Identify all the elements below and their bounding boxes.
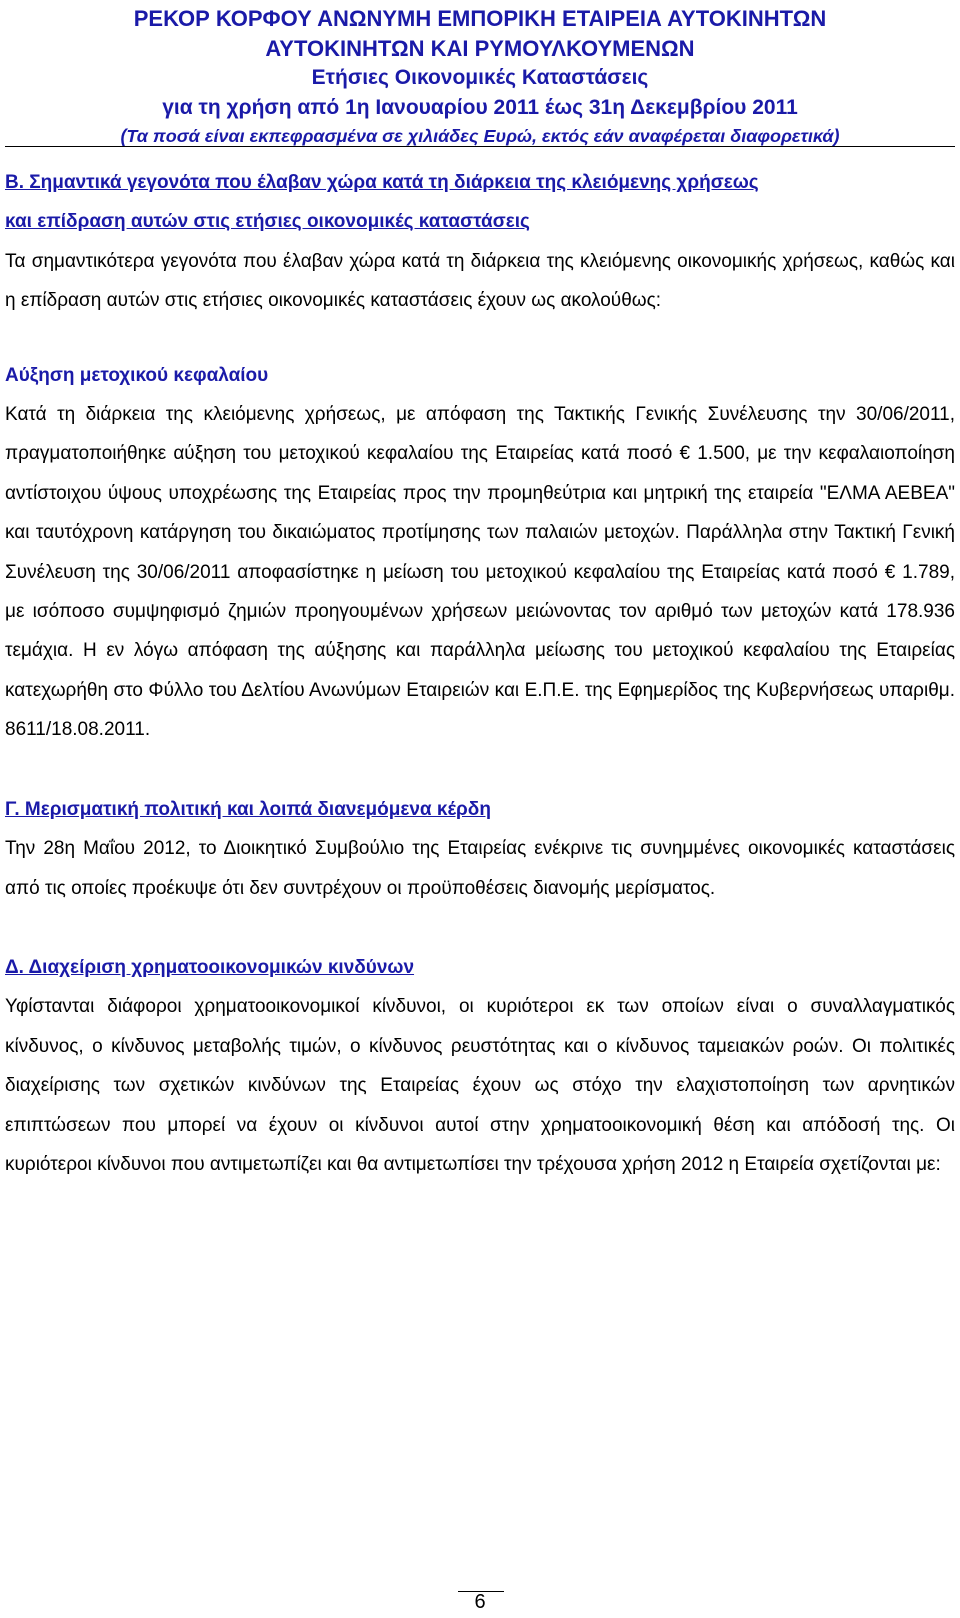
- company-name-line2: ΑΥΤΟΚΙΝΗΤΩΝ ΚΑΙ ΡΥΜΟΥΛΚΟΥΜΕΝΩΝ: [265, 35, 695, 61]
- section-c-body: Την 28η Μαΐου 2012, το Διοικητικό Συμβούλιο της Εταιρείας ενέκρινε τις συνημμένες οικονομικές καταστάσεις από τις οποίες προέκυψε ότι δεν συντρέχουν οι προϋποθέσεις διανομής μερίσματος.: [5, 838, 955, 899]
- currency-note: (Τα ποσά είναι εκπεφρασμένα σε χιλιάδες Ευρώ, εκτός εάν αναφέρεται διαφορετικά): [120, 126, 840, 146]
- page-body: [5, 163, 955, 1184]
- section-b-body: Κατά τη διάρκεια της κλειόμενης χρήσεως, με απόφαση της Τακτικής Γενικής Συνέλευσης την 30/06/2011, πραγματοποιήθηκε αύξηση του μετοχικού κεφαλαίου της Εταιρείας κατά ποσό € 1.500, με την κεφαλαιοποίηση αντίστοιχου ύψους υποχρέωσης της Εταιρείας προς την προμηθεύτρια και μητρική της εταιρεία "ΕΛΜΑ ΑΕΒΕΑ" και ταυτόχρονη κατάργηση του δικαιώματος προτίμησης των παλαιών μετοχών. Παράλληλα στην Τακτική Γενική Συνέλευση της 30/06/2011 αποφασίστηκε η μείωση του μετοχικού κεφαλαίου της Εταιρείας κατά ποσό € 1.789, με ισόποσο συμψηφισμό ζημιών προηγουμένων χρήσεων μειώνοντας τον αριθμό των μετοχών κατά 178.936 τεμάχια. Η εν λόγω απόφαση της αύξησης και παράλληλα μείωσης του μετοχικού κεφαλαίου της Εταιρείας κατεχωρήθη στο Φύλλο του Δελτίου Ανωνύμων Εταιρειών και Ε.Π.Ε. της Εφημερίδος της Κυβερνήσεως υπαριθμ. 8611/18.08.2011.: [5, 404, 955, 741]
- section-d-body: Υφίστανται διάφοροι χρηματοοικονομικοί κίνδυνοι, οι κυριότεροι εκ των οποίων είναι ο συναλλαγματικός κίνδυνος, ο κίνδυνος μεταβολής τιμών, ο κίνδυνος ρευστότητας και ο κίνδυνος ταμειακών ροών. Οι πολιτικές διαχείρισης των σχετικών κινδύνων της Εταιρείας έχουν ως στόχο την ελαχιστοποίηση των αρνητικών επιπτώσεων που μπορεί να έχουν οι κίνδυνοι αυτοί στην χρηματοοικονομική θέση και απόδοσή της. Οι κυριότεροι κίνδυνοι που αντιμετωπίζει και θα αντιμετωπίσει την τρέχουσα χρήση 2012 η Εταιρεία σχετίζονται με:: [5, 996, 955, 1175]
- report-period: για τη χρήση από 1η Ιανουαρίου 2011 έως 31η Δεκεμβρίου 2011: [162, 95, 798, 119]
- page-number: 6: [474, 1591, 486, 1613]
- section-b-title-line1: Β. Σημαντικά γεγονότα που έλαβαν χώρα κατά τη διάρκεια της κλειόμενης χρήσεως: [5, 172, 759, 193]
- company-name-line1: ΡΕΚΟΡ ΚΟΡΦΟΥ ΑΝΩΝΥΜΗ ΕΜΠΟΡΙΚΗ ΕΤΑΙΡΕΙΑ ΑΥΤΟΚΙΝΗΤΩΝ: [133, 6, 827, 31]
- spacer: [5, 750, 955, 790]
- document-header: [0, 4, 960, 150]
- header-divider: [5, 146, 955, 147]
- section-b-subheading: Αύξηση μετοχικού κεφαλαίου: [5, 364, 269, 386]
- section-b-intro: Τα σημαντικότερα γεγονότα που έλαβαν χώρα κατά τη διάρκεια της κλειόμενης οικονομικής χρήσεως, καθώς και η επίδραση αυτών στις ετήσιες οικονομικές καταστάσεις έχουν ως ακολούθως:: [5, 250, 955, 312]
- section-c-title: Γ. Μερισματική πολιτική και λοιπά διανεμόμενα κέρδη: [5, 798, 491, 820]
- spacer: [5, 908, 955, 948]
- section-b-title: [5, 163, 955, 242]
- section-d-title: Δ. Διαχείριση χρηματοοικονομικών κινδύνων: [5, 956, 415, 978]
- section-b-title-line2: και επίδραση αυτών στις ετήσιες οικονομικές καταστάσεις: [5, 211, 530, 233]
- report-title: Ετήσιες Οικονομικές Καταστάσεις: [311, 66, 649, 89]
- spacer: [5, 321, 955, 356]
